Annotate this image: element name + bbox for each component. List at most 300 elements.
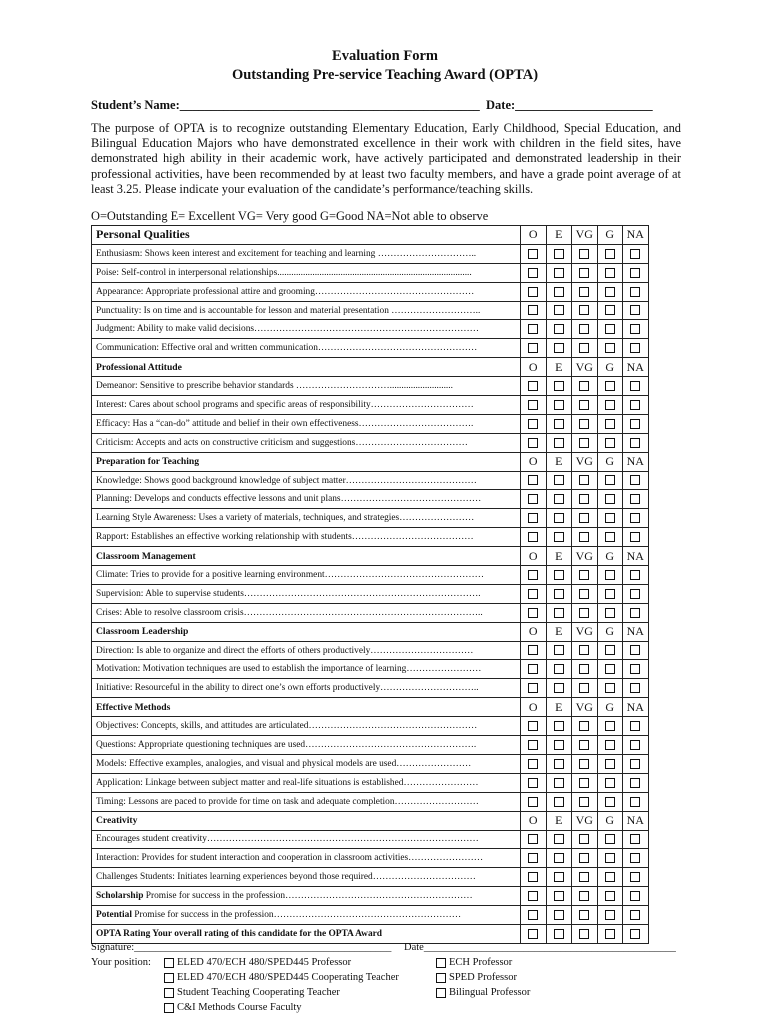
checkbox[interactable] bbox=[630, 759, 640, 769]
rating-cell[interactable] bbox=[572, 584, 598, 603]
checkbox[interactable] bbox=[579, 381, 589, 391]
rating-cell[interactable] bbox=[623, 566, 649, 585]
checkbox[interactable] bbox=[528, 608, 538, 618]
rating-cell[interactable] bbox=[521, 528, 547, 547]
rating-cell[interactable] bbox=[597, 849, 623, 868]
rating-cell[interactable] bbox=[597, 509, 623, 528]
rating-cell[interactable] bbox=[623, 924, 649, 943]
rating-cell[interactable] bbox=[572, 830, 598, 849]
checkbox[interactable] bbox=[605, 400, 615, 410]
checkbox[interactable] bbox=[605, 834, 615, 844]
rating-cell[interactable] bbox=[597, 736, 623, 755]
rating-cell[interactable] bbox=[521, 377, 547, 396]
rating-cell[interactable] bbox=[572, 754, 598, 773]
rating-cell[interactable] bbox=[546, 679, 572, 698]
checkbox[interactable] bbox=[554, 305, 564, 315]
rating-cell[interactable] bbox=[623, 584, 649, 603]
checkbox[interactable] bbox=[528, 853, 538, 863]
rating-cell[interactable] bbox=[597, 396, 623, 415]
rating-cell[interactable] bbox=[572, 717, 598, 736]
rating-cell[interactable] bbox=[521, 509, 547, 528]
checkbox[interactable] bbox=[528, 381, 538, 391]
signature-date-field[interactable]: Date________________________________________________ bbox=[404, 942, 676, 953]
rating-cell[interactable] bbox=[623, 509, 649, 528]
checkbox[interactable] bbox=[605, 513, 615, 523]
checkbox[interactable] bbox=[528, 513, 538, 523]
checkbox[interactable] bbox=[164, 958, 174, 968]
checkbox[interactable] bbox=[528, 589, 538, 599]
rating-cell[interactable] bbox=[597, 679, 623, 698]
checkbox[interactable] bbox=[528, 645, 538, 655]
rating-cell[interactable] bbox=[572, 924, 598, 943]
rating-cell[interactable] bbox=[597, 792, 623, 811]
rating-cell[interactable] bbox=[597, 471, 623, 490]
checkbox[interactable] bbox=[605, 287, 615, 297]
checkbox[interactable] bbox=[528, 664, 538, 674]
checkbox[interactable] bbox=[579, 929, 589, 939]
checkbox[interactable] bbox=[554, 249, 564, 259]
checkbox[interactable] bbox=[528, 494, 538, 504]
checkbox[interactable] bbox=[579, 343, 589, 353]
checkbox[interactable] bbox=[630, 570, 640, 580]
checkbox[interactable] bbox=[605, 570, 615, 580]
checkbox[interactable] bbox=[579, 249, 589, 259]
rating-cell[interactable] bbox=[623, 433, 649, 452]
rating-cell[interactable] bbox=[623, 849, 649, 868]
rating-cell[interactable] bbox=[572, 490, 598, 509]
checkbox[interactable] bbox=[554, 400, 564, 410]
checkbox[interactable] bbox=[605, 645, 615, 655]
rating-cell[interactable] bbox=[546, 924, 572, 943]
checkbox[interactable] bbox=[605, 929, 615, 939]
checkbox[interactable] bbox=[528, 570, 538, 580]
rating-cell[interactable] bbox=[597, 660, 623, 679]
rating-cell[interactable] bbox=[597, 528, 623, 547]
rating-cell[interactable] bbox=[572, 471, 598, 490]
checkbox[interactable] bbox=[436, 958, 446, 968]
checkbox[interactable] bbox=[579, 419, 589, 429]
rating-cell[interactable] bbox=[521, 887, 547, 906]
rating-cell[interactable] bbox=[623, 887, 649, 906]
rating-cell[interactable] bbox=[623, 603, 649, 622]
rating-cell[interactable] bbox=[572, 660, 598, 679]
rating-cell[interactable] bbox=[572, 868, 598, 887]
checkbox[interactable] bbox=[605, 872, 615, 882]
checkbox[interactable] bbox=[528, 475, 538, 485]
checkbox[interactable] bbox=[554, 778, 564, 788]
rating-cell[interactable] bbox=[623, 339, 649, 358]
rating-cell[interactable] bbox=[521, 339, 547, 358]
rating-cell[interactable] bbox=[623, 471, 649, 490]
checkbox[interactable] bbox=[554, 532, 564, 542]
rating-cell[interactable] bbox=[572, 396, 598, 415]
checkbox[interactable] bbox=[630, 608, 640, 618]
rating-cell[interactable] bbox=[597, 301, 623, 320]
rating-cell[interactable] bbox=[546, 414, 572, 433]
rating-cell[interactable] bbox=[597, 339, 623, 358]
rating-cell[interactable] bbox=[521, 906, 547, 925]
position-option[interactable]: Student Teaching Cooperating Teacher bbox=[164, 987, 340, 998]
rating-cell[interactable] bbox=[597, 584, 623, 603]
checkbox[interactable] bbox=[579, 589, 589, 599]
checkbox[interactable] bbox=[630, 513, 640, 523]
checkbox[interactable] bbox=[630, 532, 640, 542]
checkbox[interactable] bbox=[554, 872, 564, 882]
checkbox[interactable] bbox=[164, 1003, 174, 1013]
checkbox[interactable] bbox=[554, 589, 564, 599]
checkbox[interactable] bbox=[630, 797, 640, 807]
rating-cell[interactable] bbox=[597, 263, 623, 282]
rating-cell[interactable] bbox=[572, 301, 598, 320]
checkbox[interactable] bbox=[554, 664, 564, 674]
checkbox[interactable] bbox=[528, 249, 538, 259]
checkbox[interactable] bbox=[554, 853, 564, 863]
rating-cell[interactable] bbox=[597, 490, 623, 509]
rating-cell[interactable] bbox=[546, 754, 572, 773]
checkbox[interactable] bbox=[579, 268, 589, 278]
checkbox[interactable] bbox=[554, 324, 564, 334]
checkbox[interactable] bbox=[528, 324, 538, 334]
rating-cell[interactable] bbox=[521, 773, 547, 792]
rating-cell[interactable] bbox=[597, 924, 623, 943]
rating-cell[interactable] bbox=[546, 433, 572, 452]
checkbox[interactable] bbox=[605, 324, 615, 334]
rating-cell[interactable] bbox=[597, 887, 623, 906]
rating-cell[interactable] bbox=[546, 887, 572, 906]
rating-cell[interactable] bbox=[546, 396, 572, 415]
checkbox[interactable] bbox=[630, 589, 640, 599]
rating-cell[interactable] bbox=[546, 282, 572, 301]
checkbox[interactable] bbox=[528, 419, 538, 429]
rating-cell[interactable] bbox=[546, 717, 572, 736]
checkbox[interactable] bbox=[579, 532, 589, 542]
rating-cell[interactable] bbox=[521, 320, 547, 339]
checkbox[interactable] bbox=[554, 910, 564, 920]
checkbox[interactable] bbox=[630, 683, 640, 693]
rating-cell[interactable] bbox=[572, 282, 598, 301]
checkbox[interactable] bbox=[554, 381, 564, 391]
rating-cell[interactable] bbox=[623, 906, 649, 925]
rating-cell[interactable] bbox=[546, 301, 572, 320]
checkbox[interactable] bbox=[579, 324, 589, 334]
rating-cell[interactable] bbox=[572, 679, 598, 698]
checkbox[interactable] bbox=[579, 872, 589, 882]
rating-cell[interactable] bbox=[572, 773, 598, 792]
checkbox[interactable] bbox=[579, 513, 589, 523]
position-option[interactable]: C&I Methods Course Faculty bbox=[164, 1002, 302, 1013]
checkbox[interactable] bbox=[554, 475, 564, 485]
rating-cell[interactable] bbox=[597, 320, 623, 339]
checkbox[interactable] bbox=[579, 438, 589, 448]
rating-cell[interactable] bbox=[546, 792, 572, 811]
checkbox[interactable] bbox=[554, 287, 564, 297]
checkbox[interactable] bbox=[579, 778, 589, 788]
checkbox[interactable] bbox=[630, 872, 640, 882]
rating-cell[interactable] bbox=[597, 566, 623, 585]
checkbox[interactable] bbox=[630, 324, 640, 334]
checkbox[interactable] bbox=[579, 287, 589, 297]
rating-cell[interactable] bbox=[572, 736, 598, 755]
checkbox[interactable] bbox=[554, 438, 564, 448]
date-field[interactable]: Date:______________________ bbox=[486, 98, 653, 112]
rating-cell[interactable] bbox=[521, 830, 547, 849]
checkbox[interactable] bbox=[554, 834, 564, 844]
rating-cell[interactable] bbox=[597, 754, 623, 773]
checkbox[interactable] bbox=[579, 910, 589, 920]
rating-cell[interactable] bbox=[623, 263, 649, 282]
rating-cell[interactable] bbox=[546, 509, 572, 528]
checkbox[interactable] bbox=[630, 438, 640, 448]
rating-cell[interactable] bbox=[521, 584, 547, 603]
position-option[interactable]: SPED Professor bbox=[436, 972, 517, 983]
checkbox[interactable] bbox=[554, 645, 564, 655]
checkbox[interactable] bbox=[630, 494, 640, 504]
rating-cell[interactable] bbox=[546, 244, 572, 263]
rating-cell[interactable] bbox=[597, 717, 623, 736]
rating-cell[interactable] bbox=[623, 244, 649, 263]
rating-cell[interactable] bbox=[546, 584, 572, 603]
rating-cell[interactable] bbox=[546, 339, 572, 358]
position-option[interactable]: ELED 470/ECH 480/SPED445 Cooperating Teacher bbox=[164, 972, 399, 983]
checkbox[interactable] bbox=[630, 419, 640, 429]
checkbox[interactable] bbox=[579, 645, 589, 655]
checkbox[interactable] bbox=[605, 740, 615, 750]
checkbox[interactable] bbox=[164, 988, 174, 998]
rating-cell[interactable] bbox=[521, 641, 547, 660]
checkbox[interactable] bbox=[436, 988, 446, 998]
rating-cell[interactable] bbox=[623, 660, 649, 679]
checkbox[interactable] bbox=[579, 853, 589, 863]
checkbox[interactable] bbox=[528, 683, 538, 693]
checkbox[interactable] bbox=[605, 381, 615, 391]
checkbox[interactable] bbox=[554, 608, 564, 618]
rating-cell[interactable] bbox=[521, 736, 547, 755]
position-option[interactable]: Bilingual Professor bbox=[436, 987, 530, 998]
rating-cell[interactable] bbox=[521, 396, 547, 415]
rating-cell[interactable] bbox=[597, 868, 623, 887]
rating-cell[interactable] bbox=[521, 471, 547, 490]
checkbox[interactable] bbox=[630, 721, 640, 731]
checkbox[interactable] bbox=[554, 929, 564, 939]
rating-cell[interactable] bbox=[572, 887, 598, 906]
checkbox[interactable] bbox=[554, 513, 564, 523]
checkbox[interactable] bbox=[605, 475, 615, 485]
checkbox[interactable] bbox=[554, 494, 564, 504]
checkbox[interactable] bbox=[554, 343, 564, 353]
checkbox[interactable] bbox=[630, 305, 640, 315]
rating-cell[interactable] bbox=[623, 396, 649, 415]
rating-cell[interactable] bbox=[521, 868, 547, 887]
rating-cell[interactable] bbox=[521, 282, 547, 301]
checkbox[interactable] bbox=[579, 759, 589, 769]
rating-cell[interactable] bbox=[597, 773, 623, 792]
rating-cell[interactable] bbox=[546, 320, 572, 339]
rating-cell[interactable] bbox=[597, 244, 623, 263]
checkbox[interactable] bbox=[579, 664, 589, 674]
rating-cell[interactable] bbox=[623, 528, 649, 547]
rating-cell[interactable] bbox=[546, 490, 572, 509]
rating-cell[interactable] bbox=[597, 906, 623, 925]
rating-cell[interactable] bbox=[521, 849, 547, 868]
checkbox[interactable] bbox=[579, 834, 589, 844]
checkbox[interactable] bbox=[605, 778, 615, 788]
rating-cell[interactable] bbox=[546, 660, 572, 679]
checkbox[interactable] bbox=[554, 721, 564, 731]
checkbox[interactable] bbox=[630, 740, 640, 750]
checkbox[interactable] bbox=[528, 872, 538, 882]
rating-cell[interactable] bbox=[572, 244, 598, 263]
rating-cell[interactable] bbox=[521, 660, 547, 679]
rating-cell[interactable] bbox=[572, 641, 598, 660]
checkbox[interactable] bbox=[528, 759, 538, 769]
checkbox[interactable] bbox=[436, 973, 446, 983]
checkbox[interactable] bbox=[528, 305, 538, 315]
checkbox[interactable] bbox=[605, 268, 615, 278]
rating-cell[interactable] bbox=[546, 773, 572, 792]
checkbox[interactable] bbox=[554, 419, 564, 429]
checkbox[interactable] bbox=[605, 438, 615, 448]
checkbox[interactable] bbox=[630, 400, 640, 410]
checkbox[interactable] bbox=[605, 683, 615, 693]
checkbox[interactable] bbox=[630, 891, 640, 901]
rating-cell[interactable] bbox=[572, 849, 598, 868]
checkbox[interactable] bbox=[630, 475, 640, 485]
rating-cell[interactable] bbox=[546, 263, 572, 282]
checkbox[interactable] bbox=[579, 494, 589, 504]
checkbox[interactable] bbox=[605, 721, 615, 731]
checkbox[interactable] bbox=[605, 494, 615, 504]
checkbox[interactable] bbox=[605, 419, 615, 429]
checkbox[interactable] bbox=[605, 249, 615, 259]
rating-cell[interactable] bbox=[546, 566, 572, 585]
checkbox[interactable] bbox=[164, 973, 174, 983]
checkbox[interactable] bbox=[579, 400, 589, 410]
rating-cell[interactable] bbox=[623, 717, 649, 736]
checkbox[interactable] bbox=[630, 287, 640, 297]
checkbox[interactable] bbox=[630, 910, 640, 920]
rating-cell[interactable] bbox=[623, 868, 649, 887]
rating-cell[interactable] bbox=[597, 433, 623, 452]
rating-cell[interactable] bbox=[521, 754, 547, 773]
rating-cell[interactable] bbox=[623, 320, 649, 339]
rating-cell[interactable] bbox=[572, 377, 598, 396]
checkbox[interactable] bbox=[528, 797, 538, 807]
checkbox[interactable] bbox=[605, 910, 615, 920]
checkbox[interactable] bbox=[579, 305, 589, 315]
rating-cell[interactable] bbox=[597, 377, 623, 396]
rating-cell[interactable] bbox=[597, 282, 623, 301]
rating-cell[interactable] bbox=[521, 433, 547, 452]
rating-cell[interactable] bbox=[521, 924, 547, 943]
rating-cell[interactable] bbox=[623, 792, 649, 811]
checkbox[interactable] bbox=[528, 721, 538, 731]
checkbox[interactable] bbox=[579, 608, 589, 618]
rating-cell[interactable] bbox=[623, 679, 649, 698]
position-option[interactable]: ELED 470/ECH 480/SPED445 Professor bbox=[164, 957, 351, 968]
rating-cell[interactable] bbox=[521, 603, 547, 622]
rating-cell[interactable] bbox=[597, 641, 623, 660]
checkbox[interactable] bbox=[605, 891, 615, 901]
rating-cell[interactable] bbox=[572, 414, 598, 433]
checkbox[interactable] bbox=[554, 683, 564, 693]
checkbox[interactable] bbox=[605, 608, 615, 618]
rating-cell[interactable] bbox=[546, 868, 572, 887]
checkbox[interactable] bbox=[554, 740, 564, 750]
checkbox[interactable] bbox=[579, 475, 589, 485]
checkbox[interactable] bbox=[528, 740, 538, 750]
checkbox[interactable] bbox=[528, 929, 538, 939]
rating-cell[interactable] bbox=[546, 849, 572, 868]
checkbox[interactable] bbox=[528, 438, 538, 448]
checkbox[interactable] bbox=[528, 910, 538, 920]
rating-cell[interactable] bbox=[623, 754, 649, 773]
rating-cell[interactable] bbox=[623, 377, 649, 396]
rating-cell[interactable] bbox=[546, 830, 572, 849]
rating-cell[interactable] bbox=[623, 641, 649, 660]
checkbox[interactable] bbox=[579, 891, 589, 901]
rating-cell[interactable] bbox=[572, 263, 598, 282]
checkbox[interactable] bbox=[630, 853, 640, 863]
rating-cell[interactable] bbox=[623, 282, 649, 301]
rating-cell[interactable] bbox=[572, 509, 598, 528]
checkbox[interactable] bbox=[579, 797, 589, 807]
checkbox[interactable] bbox=[630, 778, 640, 788]
checkbox[interactable] bbox=[554, 268, 564, 278]
checkbox[interactable] bbox=[605, 343, 615, 353]
rating-cell[interactable] bbox=[546, 377, 572, 396]
rating-cell[interactable] bbox=[623, 301, 649, 320]
rating-cell[interactable] bbox=[521, 490, 547, 509]
checkbox[interactable] bbox=[630, 381, 640, 391]
rating-cell[interactable] bbox=[597, 830, 623, 849]
rating-cell[interactable] bbox=[546, 906, 572, 925]
position-option[interactable]: ECH Professor bbox=[436, 957, 512, 968]
rating-cell[interactable] bbox=[572, 433, 598, 452]
student-name-field[interactable]: Student’s Name:________________________________________________ bbox=[91, 98, 480, 112]
rating-cell[interactable] bbox=[546, 471, 572, 490]
checkbox[interactable] bbox=[579, 683, 589, 693]
rating-cell[interactable] bbox=[521, 792, 547, 811]
rating-cell[interactable] bbox=[521, 717, 547, 736]
checkbox[interactable] bbox=[630, 664, 640, 674]
checkbox[interactable] bbox=[528, 400, 538, 410]
rating-cell[interactable] bbox=[521, 679, 547, 698]
checkbox[interactable] bbox=[605, 664, 615, 674]
checkbox[interactable] bbox=[605, 305, 615, 315]
rating-cell[interactable] bbox=[597, 414, 623, 433]
rating-cell[interactable] bbox=[597, 603, 623, 622]
checkbox[interactable] bbox=[630, 249, 640, 259]
checkbox[interactable] bbox=[528, 834, 538, 844]
rating-cell[interactable] bbox=[572, 603, 598, 622]
checkbox[interactable] bbox=[528, 343, 538, 353]
checkbox[interactable] bbox=[630, 929, 640, 939]
checkbox[interactable] bbox=[605, 853, 615, 863]
rating-cell[interactable] bbox=[623, 830, 649, 849]
checkbox[interactable] bbox=[528, 532, 538, 542]
checkbox[interactable] bbox=[528, 268, 538, 278]
rating-cell[interactable] bbox=[546, 528, 572, 547]
rating-cell[interactable] bbox=[546, 736, 572, 755]
rating-cell[interactable] bbox=[572, 339, 598, 358]
rating-cell[interactable] bbox=[572, 906, 598, 925]
checkbox[interactable] bbox=[605, 532, 615, 542]
rating-cell[interactable] bbox=[521, 301, 547, 320]
checkbox[interactable] bbox=[579, 740, 589, 750]
checkbox[interactable] bbox=[579, 570, 589, 580]
rating-cell[interactable] bbox=[546, 641, 572, 660]
signature-field[interactable]: Signature:_________________________________________________ bbox=[91, 942, 392, 953]
